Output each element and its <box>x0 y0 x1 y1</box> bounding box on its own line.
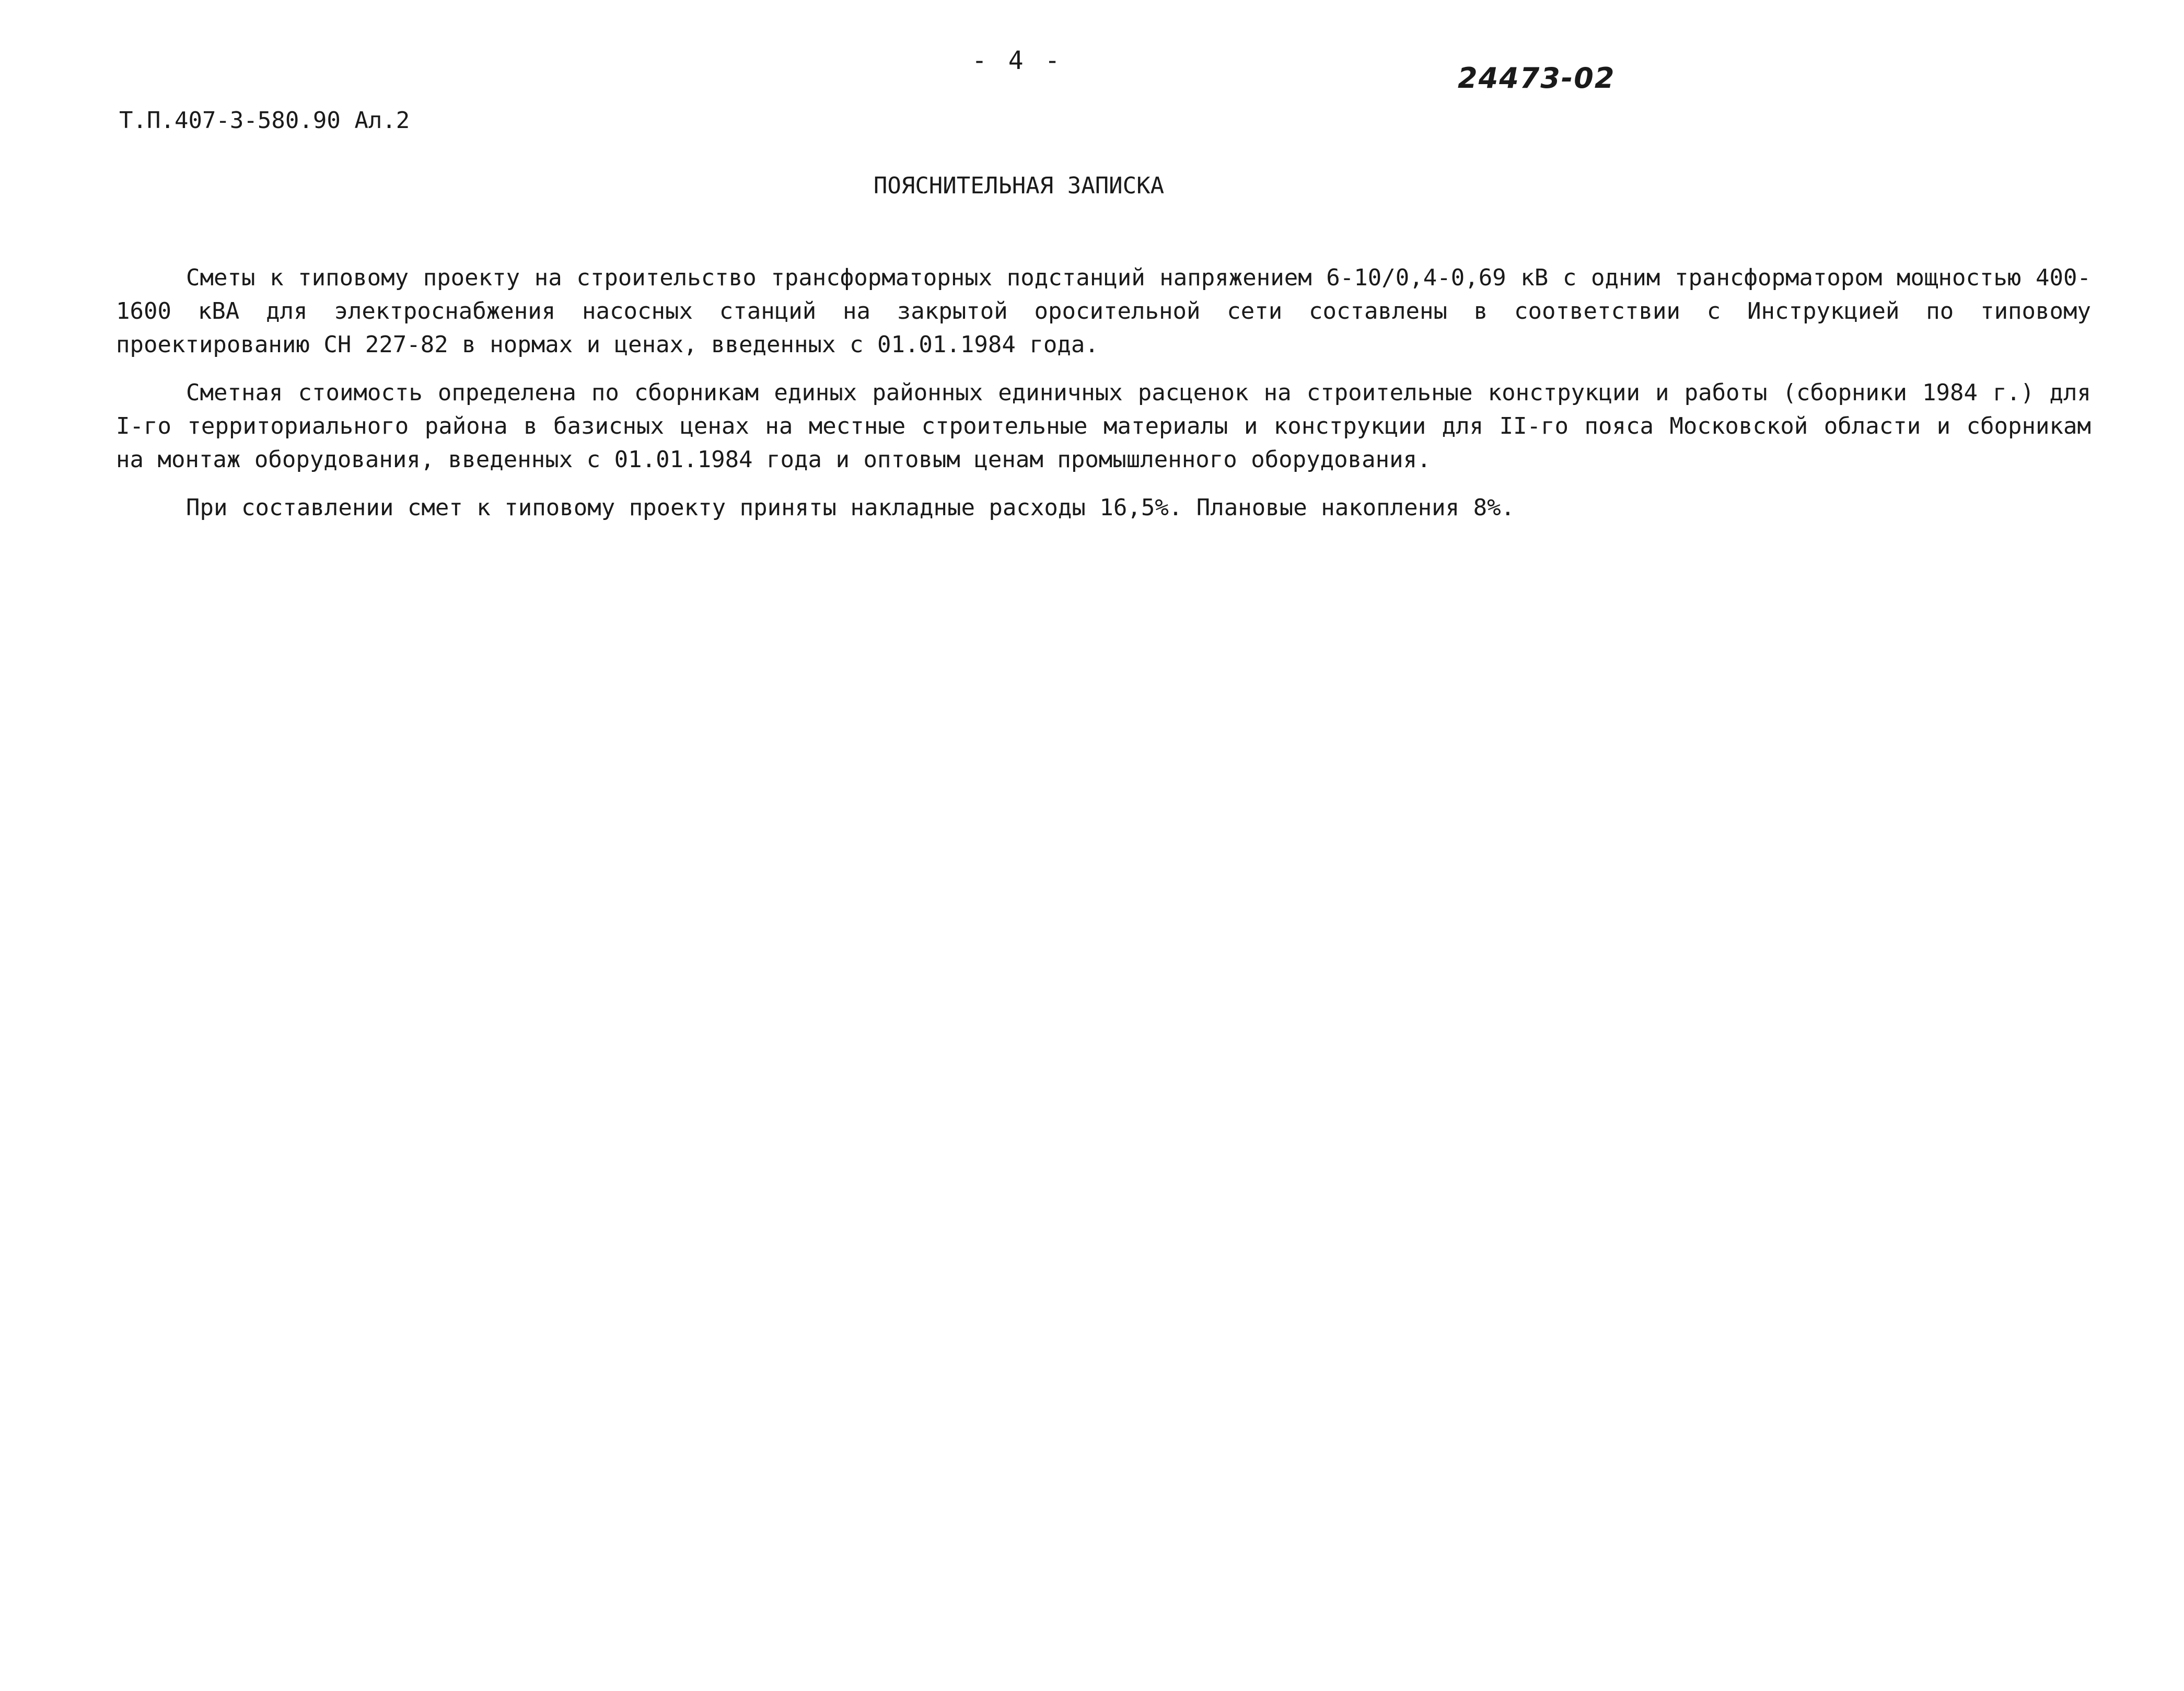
document-code: Т.П.407-3-580.90 Ал.2 <box>119 107 410 134</box>
paragraph-2: Сметная стоимость определена по сборникам единых районных единичных расценок на строительные конструкции и работы (сборники 1984 г.) для I-го территориального района в базисных ценах на местные строительные материалы и конструкции для II-го пояса Московской области и сборникам на монтаж оборудования, введенных с 01.01.1984 года и оптовым ценам промышленного оборудования. <box>116 379 2091 473</box>
page-number: - 4 - <box>972 46 1063 75</box>
document-body <box>116 261 2091 539</box>
paragraph-1: Сметы к типовому проекту на строительство трансформаторных подстанций напряжением 6-10/0,4-0,69 кВ с одним трансформатором мощностью 400-1600 кВА для электроснабжения насосных станций на закрытой оросительной сети составлены в соответствии с Инструкцией по типовому проектированию СН 227-82 в нормах и ценах, введенных с 01.01.1984 года. <box>116 264 2091 358</box>
page-title: ПОЯСНИТЕЛЬНАЯ ЗАПИСКА <box>873 172 1165 199</box>
paragraph-3: При составлении смет к типовому проекту приняты накладные расходы 16,5%. Плановые накопления 8%. <box>186 494 1515 521</box>
document-number: 24473-02 <box>1458 62 1616 95</box>
